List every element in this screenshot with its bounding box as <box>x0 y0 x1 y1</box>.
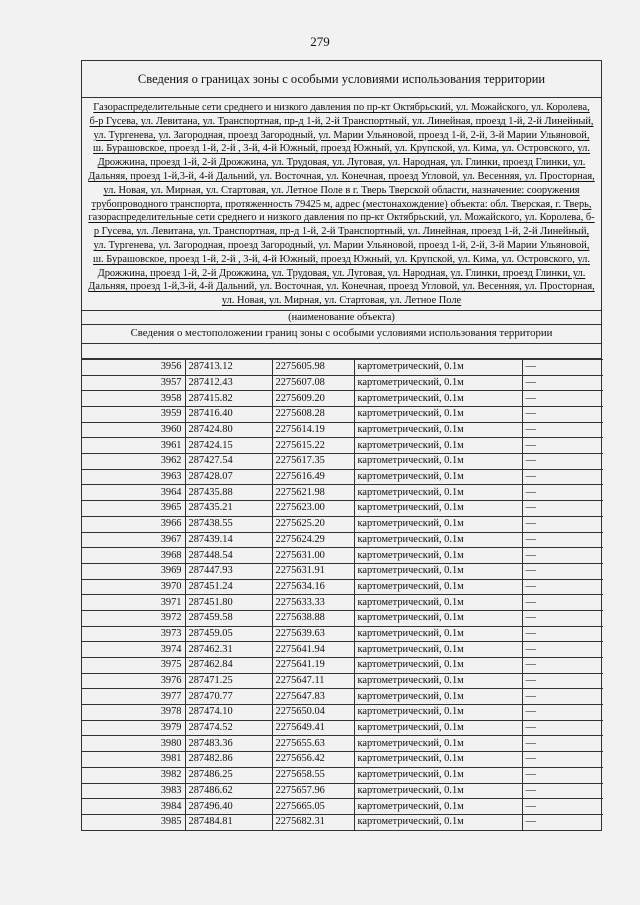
y-coordinate-cell: 2275631.00 <box>272 548 354 564</box>
object-description-block <box>82 98 601 311</box>
y-coordinate-cell: 2275634.16 <box>272 579 354 595</box>
page-number: 279 <box>310 34 330 49</box>
method-accuracy-cell: картометрический, 0.1м <box>354 752 522 768</box>
description-cell: — <box>522 391 603 407</box>
x-coordinate-cell: 287459.05 <box>185 626 272 642</box>
table-row <box>82 375 603 391</box>
table-row <box>82 548 603 564</box>
x-coordinate-cell: 287482.86 <box>185 752 272 768</box>
table-row <box>82 752 603 768</box>
description-cell: — <box>522 501 603 517</box>
table-row <box>82 689 603 705</box>
method-accuracy-cell: картометрический, 0.1м <box>354 610 522 626</box>
x-coordinate-cell: 287462.84 <box>185 658 272 674</box>
table-row <box>82 610 603 626</box>
method-accuracy-cell: картометрический, 0.1м <box>354 391 522 407</box>
x-coordinate-cell: 287439.14 <box>185 532 272 548</box>
method-accuracy-cell: картометрический, 0.1м <box>354 407 522 423</box>
method-accuracy-cell: картометрический, 0.1м <box>354 658 522 674</box>
description-cell: — <box>522 752 603 768</box>
coordinates-table-body <box>82 359 603 829</box>
point-number-cell: 3960 <box>82 422 185 438</box>
description-cell: — <box>522 814 603 829</box>
x-coordinate-cell: 287416.40 <box>185 407 272 423</box>
point-number-cell: 3967 <box>82 532 185 548</box>
method-accuracy-cell: картометрический, 0.1м <box>354 579 522 595</box>
method-accuracy-cell: картометрический, 0.1м <box>354 375 522 391</box>
y-coordinate-cell: 2275624.29 <box>272 532 354 548</box>
y-coordinate-cell: 2275641.19 <box>272 658 354 674</box>
y-coordinate-cell: 2275625.20 <box>272 516 354 532</box>
y-coordinate-cell: 2275658.55 <box>272 767 354 783</box>
point-number-cell: 3969 <box>82 563 185 579</box>
point-number-cell: 3974 <box>82 642 185 658</box>
table-row <box>82 626 603 642</box>
y-coordinate-cell: 2275657.96 <box>272 783 354 799</box>
x-coordinate-cell: 287474.52 <box>185 720 272 736</box>
point-number-cell: 3975 <box>82 658 185 674</box>
x-coordinate-cell: 287474.10 <box>185 705 272 721</box>
description-cell: — <box>522 516 603 532</box>
method-accuracy-cell: картометрический, 0.1м <box>354 689 522 705</box>
description-cell: — <box>522 532 603 548</box>
point-number-cell: 3981 <box>82 752 185 768</box>
description-cell: — <box>522 767 603 783</box>
point-number-cell: 3965 <box>82 501 185 517</box>
y-coordinate-cell: 2275649.41 <box>272 720 354 736</box>
table-row <box>82 454 603 470</box>
description-cell: — <box>522 783 603 799</box>
x-coordinate-cell: 287435.88 <box>185 485 272 501</box>
point-number-cell: 3972 <box>82 610 185 626</box>
method-accuracy-cell: картометрический, 0.1м <box>354 501 522 517</box>
description-cell: — <box>522 642 603 658</box>
x-coordinate-cell: 287424.15 <box>185 438 272 454</box>
y-coordinate-cell: 2275647.11 <box>272 673 354 689</box>
method-accuracy-cell: картометрический, 0.1м <box>354 438 522 454</box>
description-cell: — <box>522 485 603 501</box>
method-accuracy-cell: картометрический, 0.1м <box>354 548 522 564</box>
x-coordinate-cell: 287412.43 <box>185 375 272 391</box>
y-coordinate-cell: 2275609.20 <box>272 391 354 407</box>
point-number-cell: 3959 <box>82 407 185 423</box>
y-coordinate-cell: 2275621.98 <box>272 485 354 501</box>
x-coordinate-cell: 287448.54 <box>185 548 272 564</box>
description-cell: — <box>522 407 603 423</box>
description-cell: — <box>522 359 603 375</box>
table-row <box>82 705 603 721</box>
table-row <box>82 516 603 532</box>
method-accuracy-cell: картометрический, 0.1м <box>354 736 522 752</box>
table-row <box>82 642 603 658</box>
point-number-cell: 3980 <box>82 736 185 752</box>
description-cell: — <box>522 454 603 470</box>
description-cell: — <box>522 469 603 485</box>
y-coordinate-cell: 2275639.63 <box>272 626 354 642</box>
method-accuracy-cell: картометрический, 0.1м <box>354 469 522 485</box>
y-coordinate-cell: 2275616.49 <box>272 469 354 485</box>
table-row <box>82 579 603 595</box>
method-accuracy-cell: картометрический, 0.1м <box>354 720 522 736</box>
x-coordinate-cell: 287451.24 <box>185 579 272 595</box>
table-row <box>82 359 603 375</box>
description-cell: — <box>522 720 603 736</box>
description-cell: — <box>522 799 603 815</box>
point-number-cell: 3979 <box>82 720 185 736</box>
description-cell: — <box>522 610 603 626</box>
section-title: Сведения о местоположении границ зоны с особыми условиями использования территории <box>82 325 601 344</box>
point-number-cell: 3982 <box>82 767 185 783</box>
coordinates-table <box>82 359 603 830</box>
y-coordinate-cell: 2275638.88 <box>272 610 354 626</box>
x-coordinate-cell: 287484.81 <box>185 814 272 829</box>
x-coordinate-cell: 287424.80 <box>185 422 272 438</box>
point-number-cell: 3976 <box>82 673 185 689</box>
y-coordinate-cell: 2275631.91 <box>272 563 354 579</box>
x-coordinate-cell: 287438.55 <box>185 516 272 532</box>
description-cell: — <box>522 422 603 438</box>
description-cell: — <box>522 705 603 721</box>
point-number-cell: 3983 <box>82 783 185 799</box>
point-number-cell: 3970 <box>82 579 185 595</box>
x-coordinate-cell: 287415.82 <box>185 391 272 407</box>
point-number-cell: 3964 <box>82 485 185 501</box>
table-row <box>82 469 603 485</box>
method-accuracy-cell: картометрический, 0.1м <box>354 359 522 375</box>
method-accuracy-cell: картометрический, 0.1м <box>354 516 522 532</box>
object-description: Газораспределительные сети среднего и низкого давления по пр-кт Октябрьский, ул. Можайского, ул. Королева, б-р Гусева, ул. Левитана, ул. Транспортная, пр-д 1-й, 2-й Транспортный, ул. Линейная, проезд 1-й, 2-й Линейный, ул. Тургенева, ул. Загородная, проезд Загородный, ул. Марии Ульяновой, проезд 1-й, 2-й, 3-й Марии Ульяновой, ш. Бурашовское, проезд 1-й, 2-й , 3-й, 4-й Южный, проезд Южный, ул. Крупской, ул. Кима, ул. Островского, ул. Дрожжина, проезд 1-й, 2-й Дрожжина, ул. Трудовая, ул. Луговая, ул. Народная, ул. Глинки, проезд Глинки, ул. Дальняя, проезд 1-й,3-й, 4-й Дальний, ул. Восточная, ул. Конечная, проезд Угловой, ул. Весенняя, ул. Просторная, ул. Новая, ул. Мирная, ул. Стартовая, ул. Летное Поле в г. Тверь Тверской области, назначение: сооружения трубопроводного транспорта, протяженность 79425 м, адрес (местонахождение) объекта: обл. Тверская, г. Тверь, газораспределительные сети среднего и низкого давления по пр-кт Октябрьский, ул. Можайского, ул. Королева, б-р Гусева, ул. Левитана, ул. Транспортная, пр-д 1-й, 2-й Транспортный, ул. Линейная, проезд 1-й, 2-й Линейный, ул. Тургенева, ул. Загородная, проезд Загородный, ул. Марии Ульяновой, проезд 1-й, 2-й, 3-й Марии Ульяновой, ш. Бурашовское, проезд 1-й, 2-й , 3-й, 4-й Южный, проезд Южный, ул. Крупской, ул. Кима, ул. Островского, ул. Дрожжина, проезд 1-й, 2-й Дрожжина, ул. Трудовая, ул. Луговая, ул. Народная, ул. Глинки, проезд Глинки, ул. Дальняя, проезд 1-й,3-й, 4-й Дальний, ул. Восточная, ул. Конечная, проезд Угловой, ул. Весенняя, ул. Просторная, ул. Новая, ул. Мирная, ул. Стартовая, ул. Летное Поле <box>88 102 595 307</box>
table-row <box>82 658 603 674</box>
table-row <box>82 736 603 752</box>
y-coordinate-cell: 2275615.22 <box>272 438 354 454</box>
point-number-cell: 3961 <box>82 438 185 454</box>
method-accuracy-cell: картометрический, 0.1м <box>354 454 522 470</box>
point-number-cell: 3962 <box>82 454 185 470</box>
x-coordinate-cell: 287451.80 <box>185 595 272 611</box>
x-coordinate-cell: 287470.77 <box>185 689 272 705</box>
method-accuracy-cell: картометрический, 0.1м <box>354 767 522 783</box>
document-frame <box>81 60 602 831</box>
description-cell: — <box>522 658 603 674</box>
method-accuracy-cell: картометрический, 0.1м <box>354 563 522 579</box>
method-accuracy-cell: картометрический, 0.1м <box>354 595 522 611</box>
method-accuracy-cell: картометрический, 0.1м <box>354 485 522 501</box>
y-coordinate-cell: 2275605.98 <box>272 359 354 375</box>
point-number-cell: 3978 <box>82 705 185 721</box>
y-coordinate-cell: 2275607.08 <box>272 375 354 391</box>
y-coordinate-cell: 2275633.33 <box>272 595 354 611</box>
y-coordinate-cell: 2275656.42 <box>272 752 354 768</box>
table-row <box>82 720 603 736</box>
x-coordinate-cell: 287483.36 <box>185 736 272 752</box>
y-coordinate-cell: 2275647.83 <box>272 689 354 705</box>
y-coordinate-cell: 2275608.28 <box>272 407 354 423</box>
table-row <box>82 422 603 438</box>
y-coordinate-cell: 2275623.00 <box>272 501 354 517</box>
description-cell: — <box>522 375 603 391</box>
y-coordinate-cell: 2275614.19 <box>272 422 354 438</box>
table-row <box>82 485 603 501</box>
method-accuracy-cell: картометрический, 0.1м <box>354 673 522 689</box>
y-coordinate-cell: 2275682.31 <box>272 814 354 829</box>
description-cell: — <box>522 626 603 642</box>
x-coordinate-cell: 287486.25 <box>185 767 272 783</box>
x-coordinate-cell: 287447.93 <box>185 563 272 579</box>
table-row <box>82 407 603 423</box>
method-accuracy-cell: картометрический, 0.1м <box>354 626 522 642</box>
description-cell: — <box>522 563 603 579</box>
point-number-cell: 3966 <box>82 516 185 532</box>
document-title: Сведения о границах зоны с особыми условиями использования территории <box>82 61 601 98</box>
x-coordinate-cell: 287435.21 <box>185 501 272 517</box>
y-coordinate-cell: 2275665.05 <box>272 799 354 815</box>
x-coordinate-cell: 287471.25 <box>185 673 272 689</box>
description-cell: — <box>522 438 603 454</box>
point-number-cell: 3957 <box>82 375 185 391</box>
description-cell: — <box>522 548 603 564</box>
table-row <box>82 563 603 579</box>
description-cell: — <box>522 673 603 689</box>
table-row <box>82 814 603 829</box>
y-coordinate-cell: 2275617.35 <box>272 454 354 470</box>
y-coordinate-cell: 2275650.04 <box>272 705 354 721</box>
object-name-caption: (наименование объекта) <box>82 311 601 325</box>
x-coordinate-cell: 287428.07 <box>185 469 272 485</box>
description-cell: — <box>522 595 603 611</box>
point-number-cell: 3985 <box>82 814 185 829</box>
table-row <box>82 783 603 799</box>
description-cell: — <box>522 689 603 705</box>
y-coordinate-cell: 2275655.63 <box>272 736 354 752</box>
point-number-cell: 3971 <box>82 595 185 611</box>
description-cell: — <box>522 736 603 752</box>
table-row <box>82 391 603 407</box>
method-accuracy-cell: картометрический, 0.1м <box>354 532 522 548</box>
table-header-spacer <box>82 344 601 359</box>
x-coordinate-cell: 287462.31 <box>185 642 272 658</box>
table-row <box>82 799 603 815</box>
x-coordinate-cell: 287486.62 <box>185 783 272 799</box>
table-row <box>82 595 603 611</box>
x-coordinate-cell: 287427.54 <box>185 454 272 470</box>
table-row <box>82 501 603 517</box>
point-number-cell: 3963 <box>82 469 185 485</box>
description-cell: — <box>522 579 603 595</box>
y-coordinate-cell: 2275641.94 <box>272 642 354 658</box>
method-accuracy-cell: картометрический, 0.1м <box>354 783 522 799</box>
point-number-cell: 3984 <box>82 799 185 815</box>
method-accuracy-cell: картометрический, 0.1м <box>354 422 522 438</box>
method-accuracy-cell: картометрический, 0.1м <box>354 705 522 721</box>
method-accuracy-cell: картометрический, 0.1м <box>354 814 522 829</box>
point-number-cell: 3973 <box>82 626 185 642</box>
x-coordinate-cell: 287413.12 <box>185 359 272 375</box>
point-number-cell: 3958 <box>82 391 185 407</box>
method-accuracy-cell: картометрический, 0.1м <box>354 642 522 658</box>
x-coordinate-cell: 287496.40 <box>185 799 272 815</box>
method-accuracy-cell: картометрический, 0.1м <box>354 799 522 815</box>
table-row <box>82 438 603 454</box>
point-number-cell: 3956 <box>82 359 185 375</box>
x-coordinate-cell: 287459.58 <box>185 610 272 626</box>
point-number-cell: 3977 <box>82 689 185 705</box>
point-number-cell: 3968 <box>82 548 185 564</box>
table-row <box>82 673 603 689</box>
table-row <box>82 767 603 783</box>
table-row <box>82 532 603 548</box>
